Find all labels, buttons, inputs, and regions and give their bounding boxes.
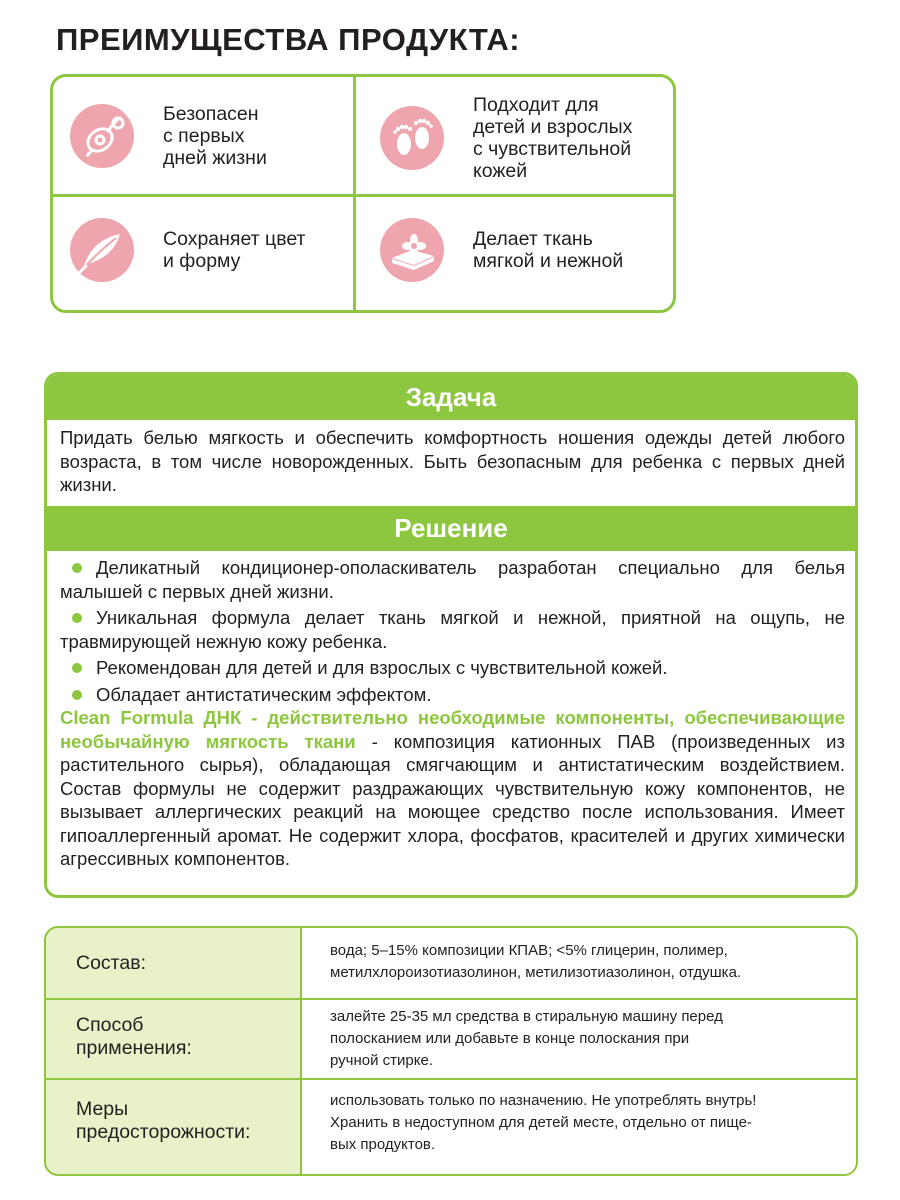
advantage-line: с чувствительной [473,138,632,160]
row-value [302,928,856,998]
row-label-line: применения: [76,1037,192,1059]
advantage-keeps-color [70,218,305,282]
row-label [76,1014,192,1060]
formula-paragraph [60,706,845,871]
list-item [60,683,845,707]
solution-bullet-list [60,556,845,709]
row-value-line: залейте 25-35 мл средства в стиральную машину перед [330,1008,723,1025]
advantage-line: с первых [163,125,245,147]
row-value [302,1000,856,1078]
advantage-line: Делает ткань [473,228,593,250]
advantage-line: детей и взрослых [473,116,633,138]
advantage-line: мягкой и нежной [473,250,624,272]
row-value-line: вых продуктов. [330,1136,436,1153]
bullet-dot-icon [72,663,82,673]
grid-divider-horizontal [53,194,673,197]
list-item [60,606,845,653]
row-label-line: Состав: [76,952,147,974]
table-row-precautions [46,1080,856,1176]
advantage-line: Сохраняет цвет [163,228,306,250]
table-row-composition [46,928,856,998]
bullet-dot-icon [72,563,82,573]
bullet-dot-icon [72,690,82,700]
row-value [302,1080,856,1176]
row-value-line: полосканием или добавьте в конце полоскания при [330,1030,690,1047]
advantage-line: кожей [473,160,528,182]
row-value-line: использовать только по назначению. Не употреблять внутрь! [330,1092,757,1109]
list-item-text: Рекомендован для детей и для взрослых с чувствительной кожей. [96,657,668,678]
row-value-line: ручной стирке. [330,1052,433,1069]
task-text: Придать белью мягкость и обеспечить комфортность ношения одежды детей любого возраста, в том числе новорожденных. Быть безопасным для ребенка с первых дней жизни. [60,427,845,495]
advantage-soft-fabric [380,218,623,282]
advantages-grid [50,74,676,313]
page-title: ПРЕИМУЩЕСТВА ПРОДУКТА: [56,22,521,57]
list-item [60,556,845,603]
row-value-line: метилхлороизотиазолинон, метилизотиазолинон, отдушка. [330,964,742,981]
feather-icon [70,218,134,282]
product-info-table [44,926,858,1176]
row-label [76,1098,250,1144]
advantage-safe-from-birth [70,103,267,169]
advantage-line: Безопасен [163,103,259,125]
solution-heading: Решение [47,506,855,551]
list-item-text: Уникальная формула делает ткань мягкой и нежной, приятной на ощупь, не травмирующей нежную кожу ребенка. [60,607,845,652]
row-value-line: Хранить в недоступном для детей месте, отдельно от пище- [330,1114,752,1131]
advantage-line: и форму [163,250,241,272]
row-value-line: вода; 5–15% композиции КПАВ; <5% глицерин, полимер, [330,942,728,959]
table-row-usage [46,1000,856,1078]
bullet-dot-icon [72,613,82,623]
advantage-sensitive-skin [380,94,632,182]
row-label [76,952,146,975]
folded-towels-flower-icon [380,218,444,282]
task-heading: Задача [47,375,855,420]
pacifier-icon [70,104,134,168]
formula-body: - композиция катионных ПАВ (произведенных из растительного сырья), обладающая смягчающим и антистатическим воздействием. Состав формулы не содержит раздражающих чувствительную кожу компонентов, не вызывает аллергических реакций на моющее средство после использования. Имеет гипоаллергенный аромат. Не содержит хлора, фосфатов, красителей и других химически агрессивных компонентов. [60,730,846,869]
advantage-line: Подходит для [473,94,599,116]
baby-footprints-icon [380,106,444,170]
task-solution-box [44,372,858,898]
list-item [60,656,845,680]
list-item-text: Деликатный кондиционер-ополаскиватель разработан специально для белья малышей с первых дней жизни. [60,557,845,602]
formula-highlight: Clean Formula ДНК - действительно необходимые компоненты, обеспечивающие необычайную мягкость ткани [60,707,845,752]
row-label-line: предосторожности: [76,1121,251,1143]
row-label-line: Способ [76,1014,144,1036]
advantage-line: дней жизни [163,147,267,169]
row-label-line: Меры [76,1098,129,1120]
list-item-text: Обладает антистатическим эффектом. [96,683,432,705]
